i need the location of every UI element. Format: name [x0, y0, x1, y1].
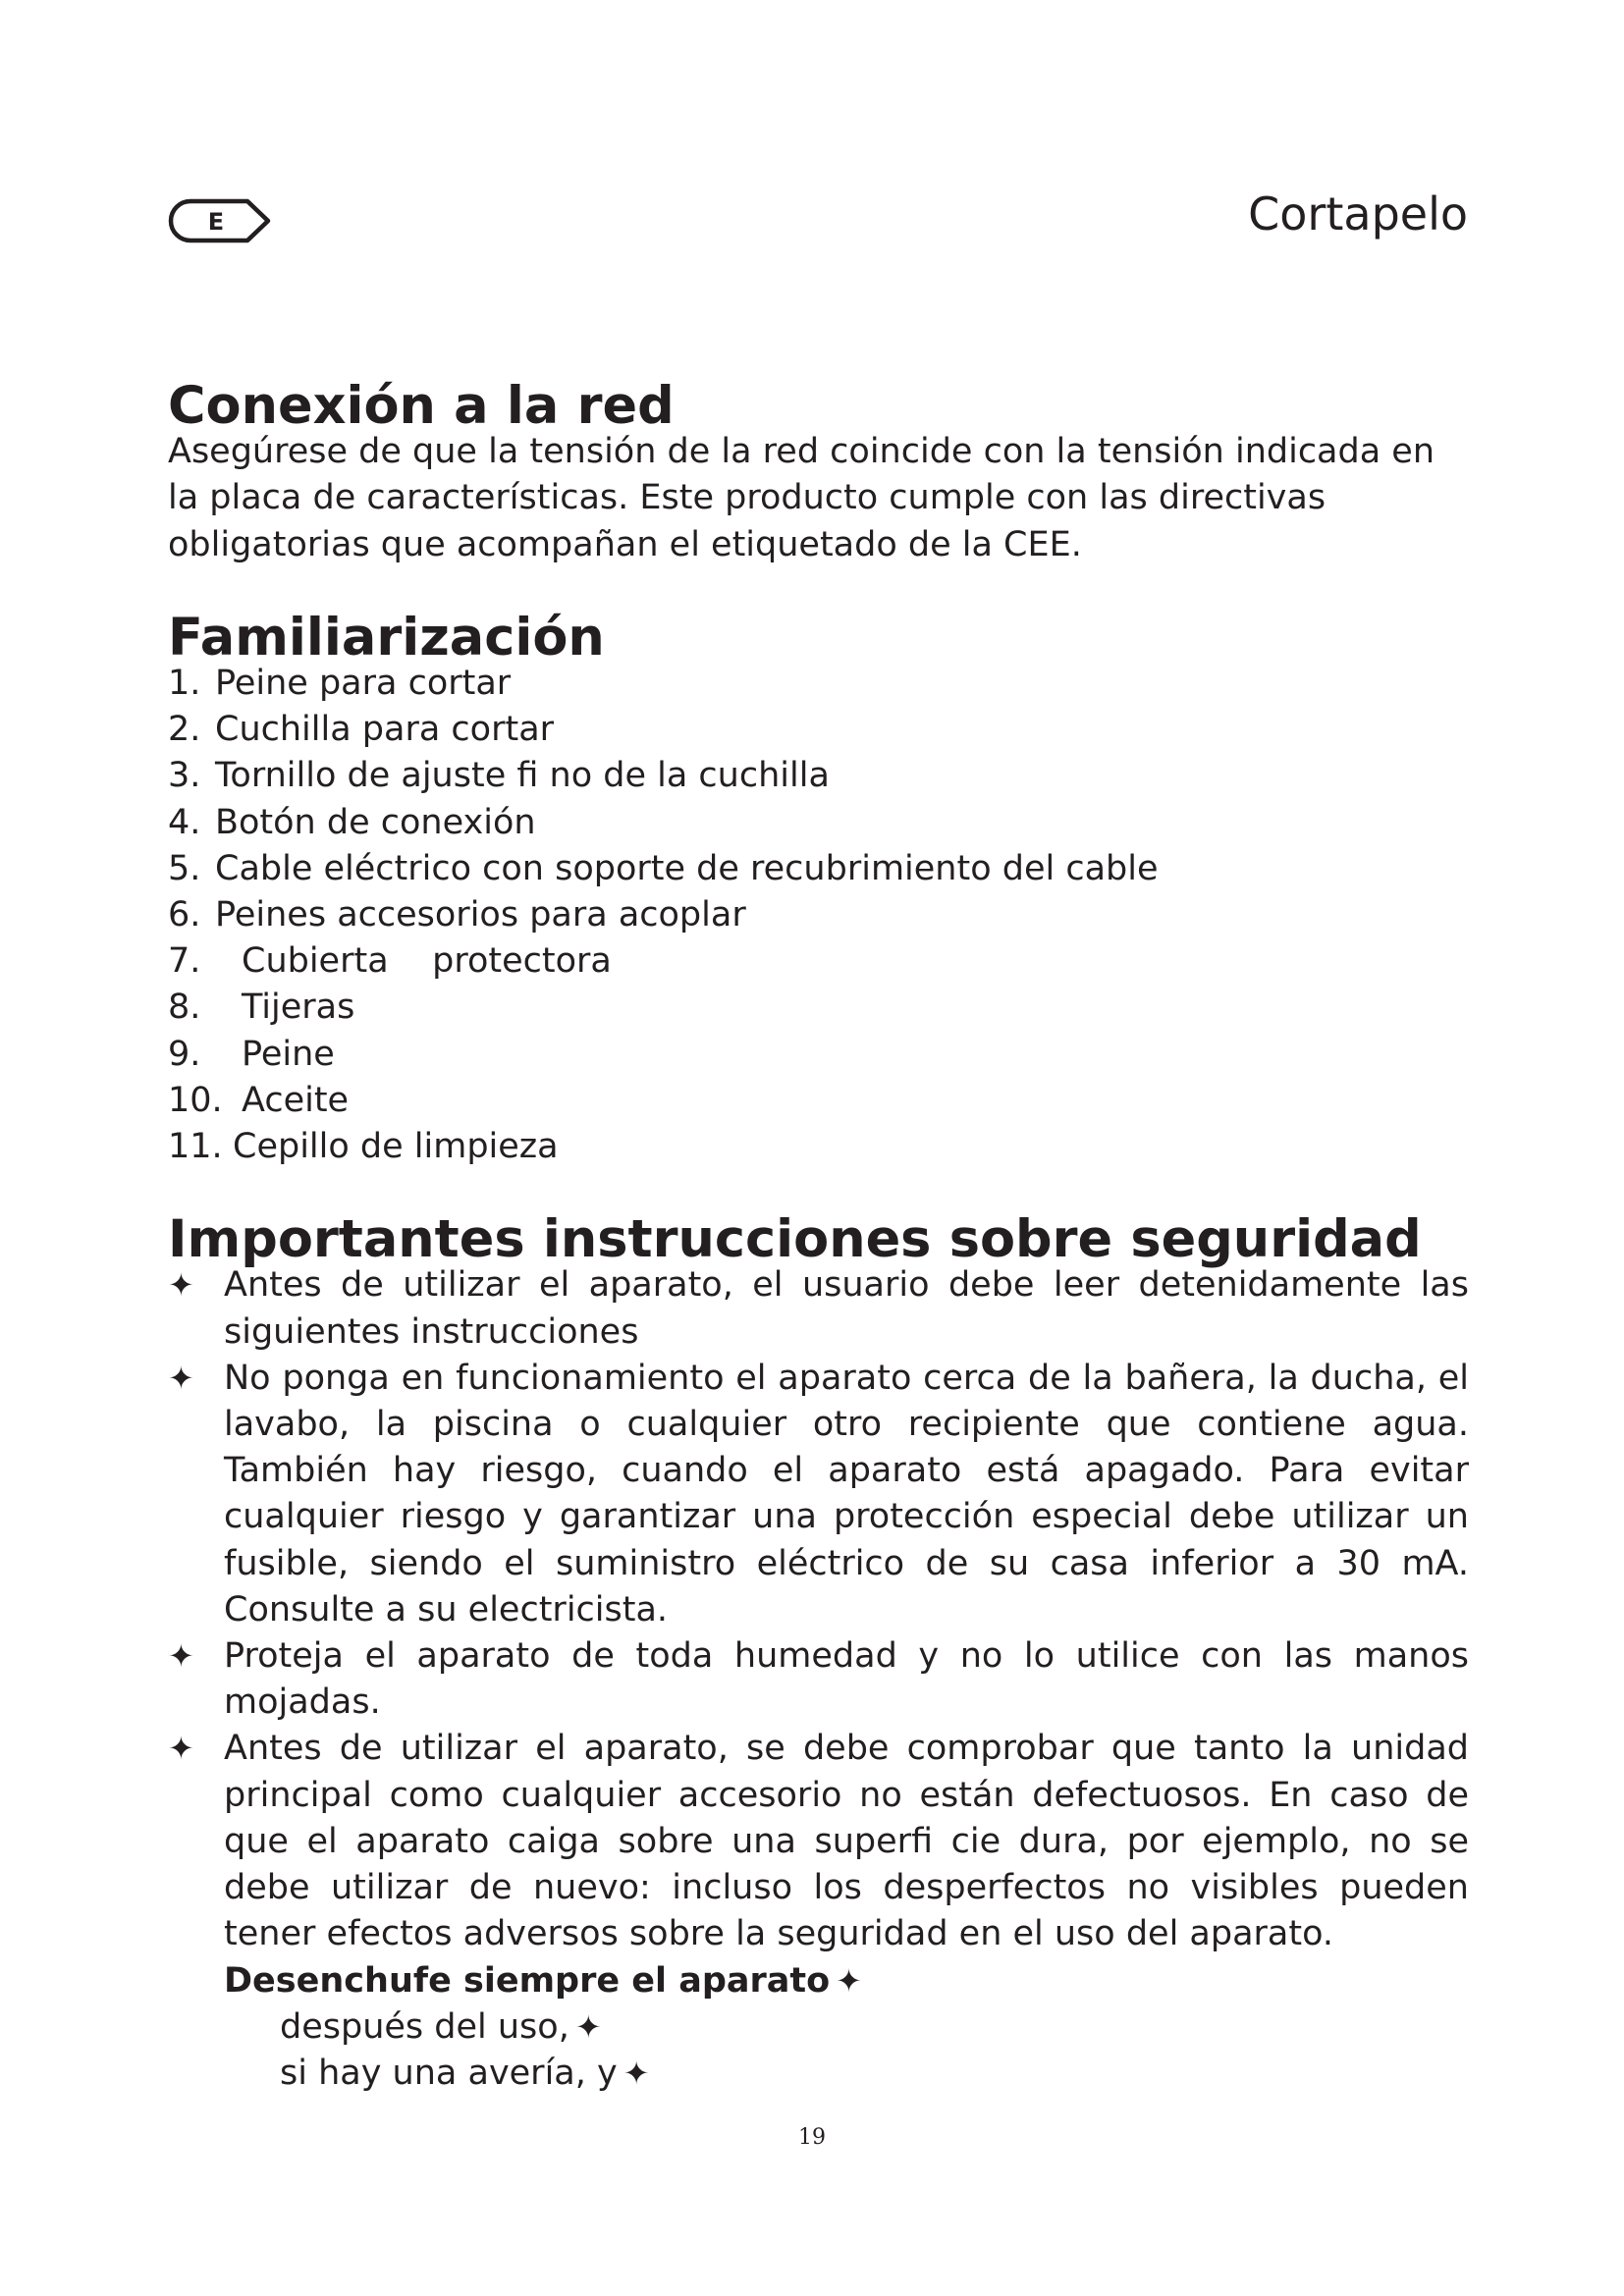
language-badge	[167, 197, 271, 244]
connection-section	[168, 376, 1469, 568]
item-label: Tornillo de ajuste ﬁ no de la cuchilla	[215, 756, 830, 796]
document-body	[168, 376, 1469, 2097]
item-number: 6.	[168, 895, 201, 935]
familiarization-section	[168, 607, 1469, 1170]
item-number: 5.	[168, 848, 201, 888]
item-text: Antes de utilizar el aparato, se debe comprobar que tanto la unidad principal como cualquier accesorio no están defectuosos. En caso de que el aparato caiga sobre una superﬁ cie dura, por ejemplo, no se debe utilizar de nuevo: incluso los desperfectos no visibles pueden tener efectos adversos sobre la seguridad en el uso del aparato.	[224, 1729, 1469, 1954]
item-number: 11.	[168, 1127, 223, 1167]
item-number: 2.	[168, 710, 201, 750]
list-item	[168, 846, 1469, 892]
list-item	[168, 1633, 1469, 1726]
item-number: 10.	[168, 1080, 223, 1120]
list-item	[168, 753, 1469, 799]
list-item	[168, 892, 1469, 938]
star-bullet-icon: ✦	[168, 1266, 194, 1305]
item-text: Proteja el aparato de toda humedad y no lo utilice con las manos mojadas.	[224, 1636, 1469, 1723]
list-item	[168, 1032, 1469, 1078]
item-label: Peine para cortar	[215, 664, 512, 704]
item-label: Peines accesorios para acoplar	[215, 895, 746, 935]
language-code: E	[207, 208, 225, 236]
item-label: Cuchilla para cortar	[215, 710, 555, 750]
star-bullet-icon: ✦	[168, 1637, 194, 1676]
item-label: Cepillo de limpieza	[233, 1127, 559, 1167]
unplug-item: después del uso, ✦	[280, 2006, 602, 2047]
page-title: Cortapelo	[1248, 187, 1468, 240]
star-bullet-icon: ✦	[168, 1359, 194, 1397]
item-label: Aceite	[242, 1080, 350, 1120]
item-text: Antes de utilizar el aparato, el usuario debe leer detenidamente las siguientes instrucciones	[224, 1265, 1469, 1352]
list-item	[168, 1078, 1469, 1124]
list-item	[168, 985, 1469, 1031]
list-item	[168, 938, 1469, 985]
item-number: 4.	[168, 802, 201, 842]
item-number: 3.	[168, 756, 201, 796]
list-item	[168, 661, 1469, 707]
list-item	[168, 1262, 1469, 1355]
item-number: 9.	[168, 1034, 201, 1074]
list-item	[168, 1726, 1469, 1957]
connection-text: Asegúrese de que la tensión de la red coincide con la tensión indicada en la placa de características. Este producto cumple con las directivas obligatorias que acompañan el etiquetado de la CEE.	[168, 432, 1435, 564]
item-number: 7.	[168, 941, 201, 982]
page-number: 19	[798, 2125, 826, 2150]
unplug-item: si hay una avería, y ✦	[280, 2053, 650, 2093]
item-number: 8.	[168, 988, 201, 1028]
connection-heading: Conexión a la red	[168, 376, 675, 436]
star-bullet-icon: ✦	[168, 1730, 194, 1768]
list-item	[168, 1356, 1469, 1633]
star-bullet-icon: ✦	[574, 2007, 602, 2046]
item-number: 1.	[168, 664, 201, 704]
star-bullet-icon: ✦	[836, 1961, 862, 2000]
item-text: No ponga en funcionamiento el aparato cerca de la bañera, la ducha, el lavabo, la piscina o cualquier otro recipiente que contiene agua. También hay riesgo, cuando el aparato está apagado. Para evitar cualquier riesgo y garantizar una protección especial debe utilizar un fusible, siendo el suministro eléctrico de su casa inferior a 30 mA. Consulte a su electricista.	[224, 1358, 1469, 1629]
item-label: Cubierta protectora	[242, 941, 612, 982]
safety-heading: Importantes instrucciones sobre seguridad	[168, 1209, 1422, 1270]
language-badge-outline	[167, 197, 271, 244]
safety-section	[168, 1209, 1469, 2097]
item-label: Botón de conexión	[215, 802, 536, 842]
list-item	[168, 707, 1469, 753]
safety-list	[168, 1262, 1469, 1957]
star-bullet-icon: ✦	[623, 2054, 650, 2092]
item-label: Peine	[242, 1034, 335, 1074]
list-item	[168, 800, 1469, 846]
item-label: Cable eléctrico con soporte de recubrimiento del cable	[215, 848, 1159, 888]
item-label: Tijeras	[242, 988, 355, 1028]
familiarization-heading: Familiarización	[168, 607, 605, 667]
parts-list	[168, 661, 1469, 1170]
list-item	[168, 1124, 1469, 1170]
unplug-heading: Desenchufe siempre el aparato ✦	[224, 1960, 862, 2001]
unplug-block	[168, 1958, 1469, 2098]
